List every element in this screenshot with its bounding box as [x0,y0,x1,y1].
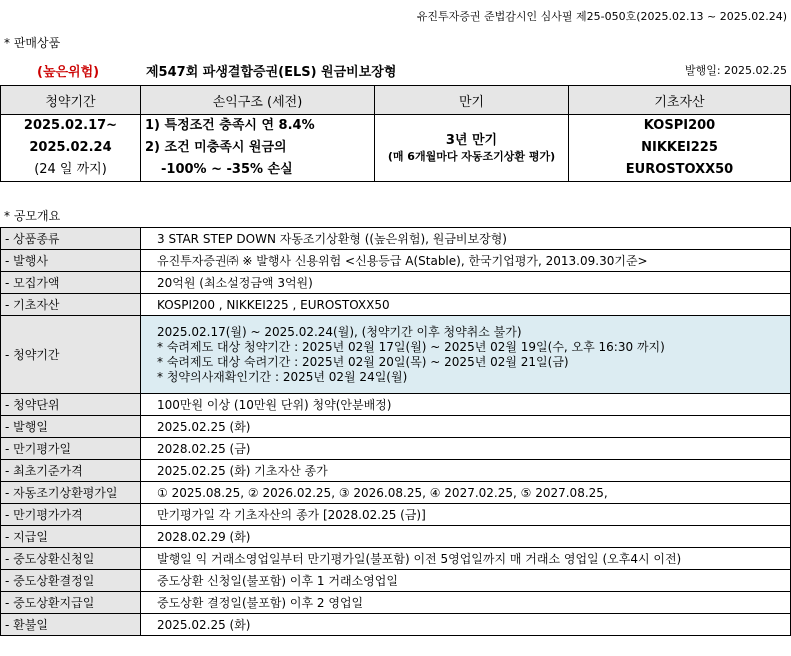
offering-table [0,227,791,636]
header-payoff: 손익구조 (세전) [141,86,375,115]
row-value: KOSPI200 , NIKKEI225 , EUROSTOXX50 [141,294,791,316]
row-value: 2025.02.25 (화) 기초자산 종가 [141,460,791,482]
section-title-offering: * 공모개요 [4,209,61,223]
product-header [0,61,791,81]
row-label: - 중도상환신청일 [1,548,141,570]
table-row [1,438,791,460]
row-label: - 기초자산 [1,294,141,316]
row-label: - 청약기간 [1,316,141,394]
period-cell [1,115,141,182]
row-value: 중도상환 신청일(불포함) 이후 1 거래소영업일 [141,570,791,592]
subscription-line-1: 2025.02.17(월) ~ 2025.02.24(월), (청약기간 이후 청약취소 불가) [157,324,522,339]
period-end: 2025.02.24 [29,140,112,155]
row-value: 2028.02.25 (금) [141,438,791,460]
payoff-line-1: 1) 특정조건 충족시 연 8.4% [145,118,315,133]
row-value: 발행일 익 거래소영업일부터 만기평가일(불포함) 이전 5영업일까지 매 거래소 영업일 (오후4시 이전) [141,548,791,570]
table-row [1,250,791,272]
row-label: - 청약단위 [1,394,141,416]
header-underlying: 기초자산 [569,86,791,115]
approval-note: 유진투자증권 준법감시인 심사필 제25-050호(2025.02.13 ~ 2025.02.24) [416,10,787,23]
row-label: - 자동조기상환평가일 [1,482,141,504]
row-label: - 환불일 [1,614,141,636]
table-row [1,614,791,636]
payoff-line-3: -100% ~ -35% 손실 [161,162,293,177]
period-note: (24 일 까지) [34,162,107,177]
table-row [1,272,791,294]
row-label: - 모집가액 [1,272,141,294]
subscription-details [141,316,791,394]
table-row [1,548,791,570]
table-row [1,504,791,526]
row-value: 2028.02.29 (화) [141,526,791,548]
table-row [1,570,791,592]
subscription-line-2: * 숙려제도 대상 청약기간 : 2025년 02월 17일(월) ~ 2025년 02월 19일(수, 오후 16:30 까지) [157,339,665,354]
row-value: 3 STAR STEP DOWN 자동조기상환형 ((높은위험), 원금비보장형) [141,228,791,250]
table-row [1,416,791,438]
summary-table [0,85,791,182]
row-value: 중도상환 결정일(불포함) 이후 2 영업일 [141,592,791,614]
row-label: - 발행사 [1,250,141,272]
row-label: - 최초기준가격 [1,460,141,482]
row-value: 2025.02.25 (화) [141,614,791,636]
row-value: 2025.02.25 (화) [141,416,791,438]
header-period: 청약기간 [1,86,141,115]
payoff-cell [141,115,375,182]
payoff-line-2: 2) 조건 미충족시 원금의 [145,140,287,155]
row-value: 유진투자증권㈜ ※ 발행사 신용위험 <신용등급 A(Stable), 한국기업평가, 2013.09.30기준> [141,250,791,272]
underlying-1: KOSPI200 [643,118,716,133]
maturity-sub: (매 6개월마다 자동조기상환 평가) [387,150,556,163]
table-row [1,592,791,614]
underlying-3: EUROSTOXX50 [625,162,734,177]
table-row [1,482,791,504]
row-label: - 상품종류 [1,228,141,250]
risk-badge: (높은위험) [37,65,100,80]
table-row [1,460,791,482]
row-label: - 중도상환결정일 [1,570,141,592]
row-label: - 발행일 [1,416,141,438]
row-value: 20억원 (최소설정금액 3억원) [141,272,791,294]
table-row [1,294,791,316]
row-value: 100만원 이상 (10만원 단위) 청약(안분배정) [141,394,791,416]
subscription-line-3: * 숙려제도 대상 숙려기간 : 2025년 02월 20일(목) ~ 2025년 02월 21일(금) [157,354,569,369]
subscription-line-4: * 청약의사재확인기간 : 2025년 02월 24일(월) [157,369,408,384]
underlying-2: NIKKEI225 [641,140,718,155]
header-maturity: 만기 [375,86,569,115]
row-value: 만기평가일 각 기초자산의 종가 [2028.02.25 (금)] [141,504,791,526]
table-row [1,394,791,416]
maturity-main: 3년 만기 [445,133,498,148]
product-name: 제547회 파생결합증권(ELS) 원금비보장형 [146,65,397,80]
row-label: - 지급일 [1,526,141,548]
maturity-cell [375,115,569,182]
table-row [1,526,791,548]
row-label: - 중도상환지급일 [1,592,141,614]
table-row-subscription [1,316,791,394]
row-label: - 만기평가일 [1,438,141,460]
table-row [1,228,791,250]
underlying-cell [569,115,791,182]
period-start: 2025.02.17~ [23,118,118,133]
row-value: ① 2025.08.25, ② 2026.02.25, ③ 2026.08.25, ④ 2027.02.25, ⑤ 2027.08.25, [141,482,791,504]
row-label: - 만기평가가격 [1,504,141,526]
issue-date: 발행일: 2025.02.25 [684,64,787,77]
section-title-products: * 판매상품 [4,36,61,50]
